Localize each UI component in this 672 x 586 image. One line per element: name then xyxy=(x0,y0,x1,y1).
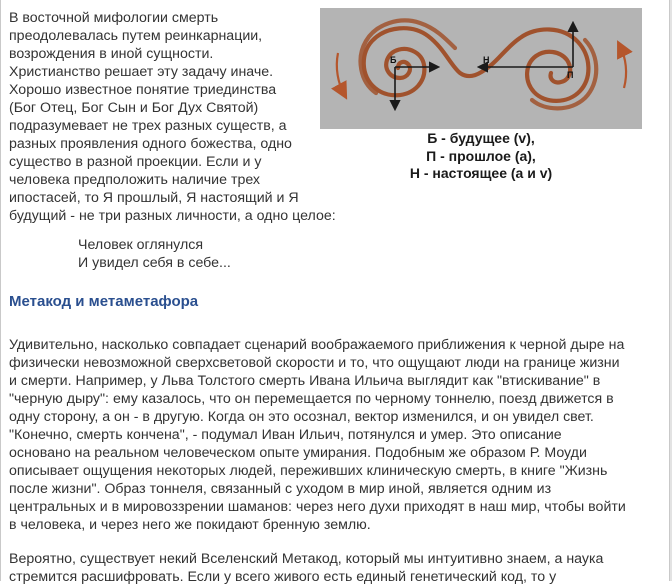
text-line: центральных и в мировоззрении шаманов: через него духи приходят в наш мир, чтобы войти xyxy=(9,499,626,515)
poem-line: Человек оглянулся xyxy=(78,237,204,253)
double-spiral-icon xyxy=(320,8,642,129)
text-line: после жизни". Образ тоннеля, связанный с уходом в мир иной, является одним из xyxy=(9,481,552,497)
poem-quote xyxy=(78,236,378,272)
text-line: Христианство решает эту задачу иначе. xyxy=(9,64,274,80)
label-b: Б xyxy=(390,55,397,65)
text-line: физически невозможной сверхсветовой скорости и то, что ощущают люди на границе жизни xyxy=(9,355,620,371)
intro-paragraph xyxy=(9,9,336,225)
legend-present: Н - настоящее (a и v) xyxy=(409,165,553,181)
label-p: П xyxy=(567,70,574,80)
text-line: Удивительно, насколько совпадает сценарий воображаемого приближения к черной дыре на xyxy=(9,337,625,353)
text-line: В восточной мифологии смерть xyxy=(9,10,219,26)
text-line: в человека, и через него же покидают бренную землю. xyxy=(9,517,371,533)
legend-future: Б - будущее (v), xyxy=(427,130,535,146)
label-n: Н xyxy=(483,55,490,65)
text-line: преодолевалась путем реинкарнации, xyxy=(9,28,263,44)
text-line: основано на реальном человеческом опыте умирания. Подобным же образом Р. Моуди xyxy=(9,445,587,461)
text-line: подразумевает не трех разных существ, а xyxy=(9,118,287,134)
text-line: описывает ощущения некоторых людей, переживших клиническую смерть, в книге "Жизнь xyxy=(9,463,608,479)
text-line: "черную дыру": ему казалось, что он перемещается по черному тоннелю, поезд движется в xyxy=(9,391,614,407)
text-line: возрождения в иной сущности. xyxy=(9,46,214,62)
legend-past: П - прошлое (a), xyxy=(426,147,536,164)
poem-line: И увидел себя в себе... xyxy=(78,255,231,271)
text-line: "Конечно, смерть кончена", - подумал Иван Ильич, потянулся и умер. Это описание xyxy=(9,427,562,443)
section-heading: Метакод и метаметафора xyxy=(9,293,199,310)
double-spiral-diagram xyxy=(320,8,642,129)
text-line: будущий - не три разных личности, а одно целое: xyxy=(9,208,336,224)
text-line: ипостасей, то Я прошлый, Я настоящий и Я xyxy=(9,190,299,206)
text-line: существо в разной проекции. Если и у xyxy=(9,154,262,170)
text-line: одну сторону, а он - в другую. Когда он это осознал, вектор изменился, и он увидел свет. xyxy=(9,409,594,425)
diagram-legend xyxy=(322,130,640,183)
text-line: разных проявления одного божества, одно xyxy=(9,136,292,152)
text-line: стремится расшифровать. Если у всего живого есть единый генетический код, то у xyxy=(9,569,557,585)
text-line: Хорошо известное понятие триединства xyxy=(9,82,277,98)
text-line: и смерти. Например, у Льва Толстого смерть Ивана Ильича выглядит как "втискивание" в xyxy=(9,373,601,389)
text-line: человека предположить наличие трех xyxy=(9,172,261,188)
text-line: Вероятно, существует некий Вселенский Метакод, который мы интуитивно знаем, а наука xyxy=(9,551,604,567)
body-paragraph xyxy=(9,336,664,534)
text-line: (Бог Отец, Бог Сын и Бог Дух Святой) xyxy=(9,100,259,116)
